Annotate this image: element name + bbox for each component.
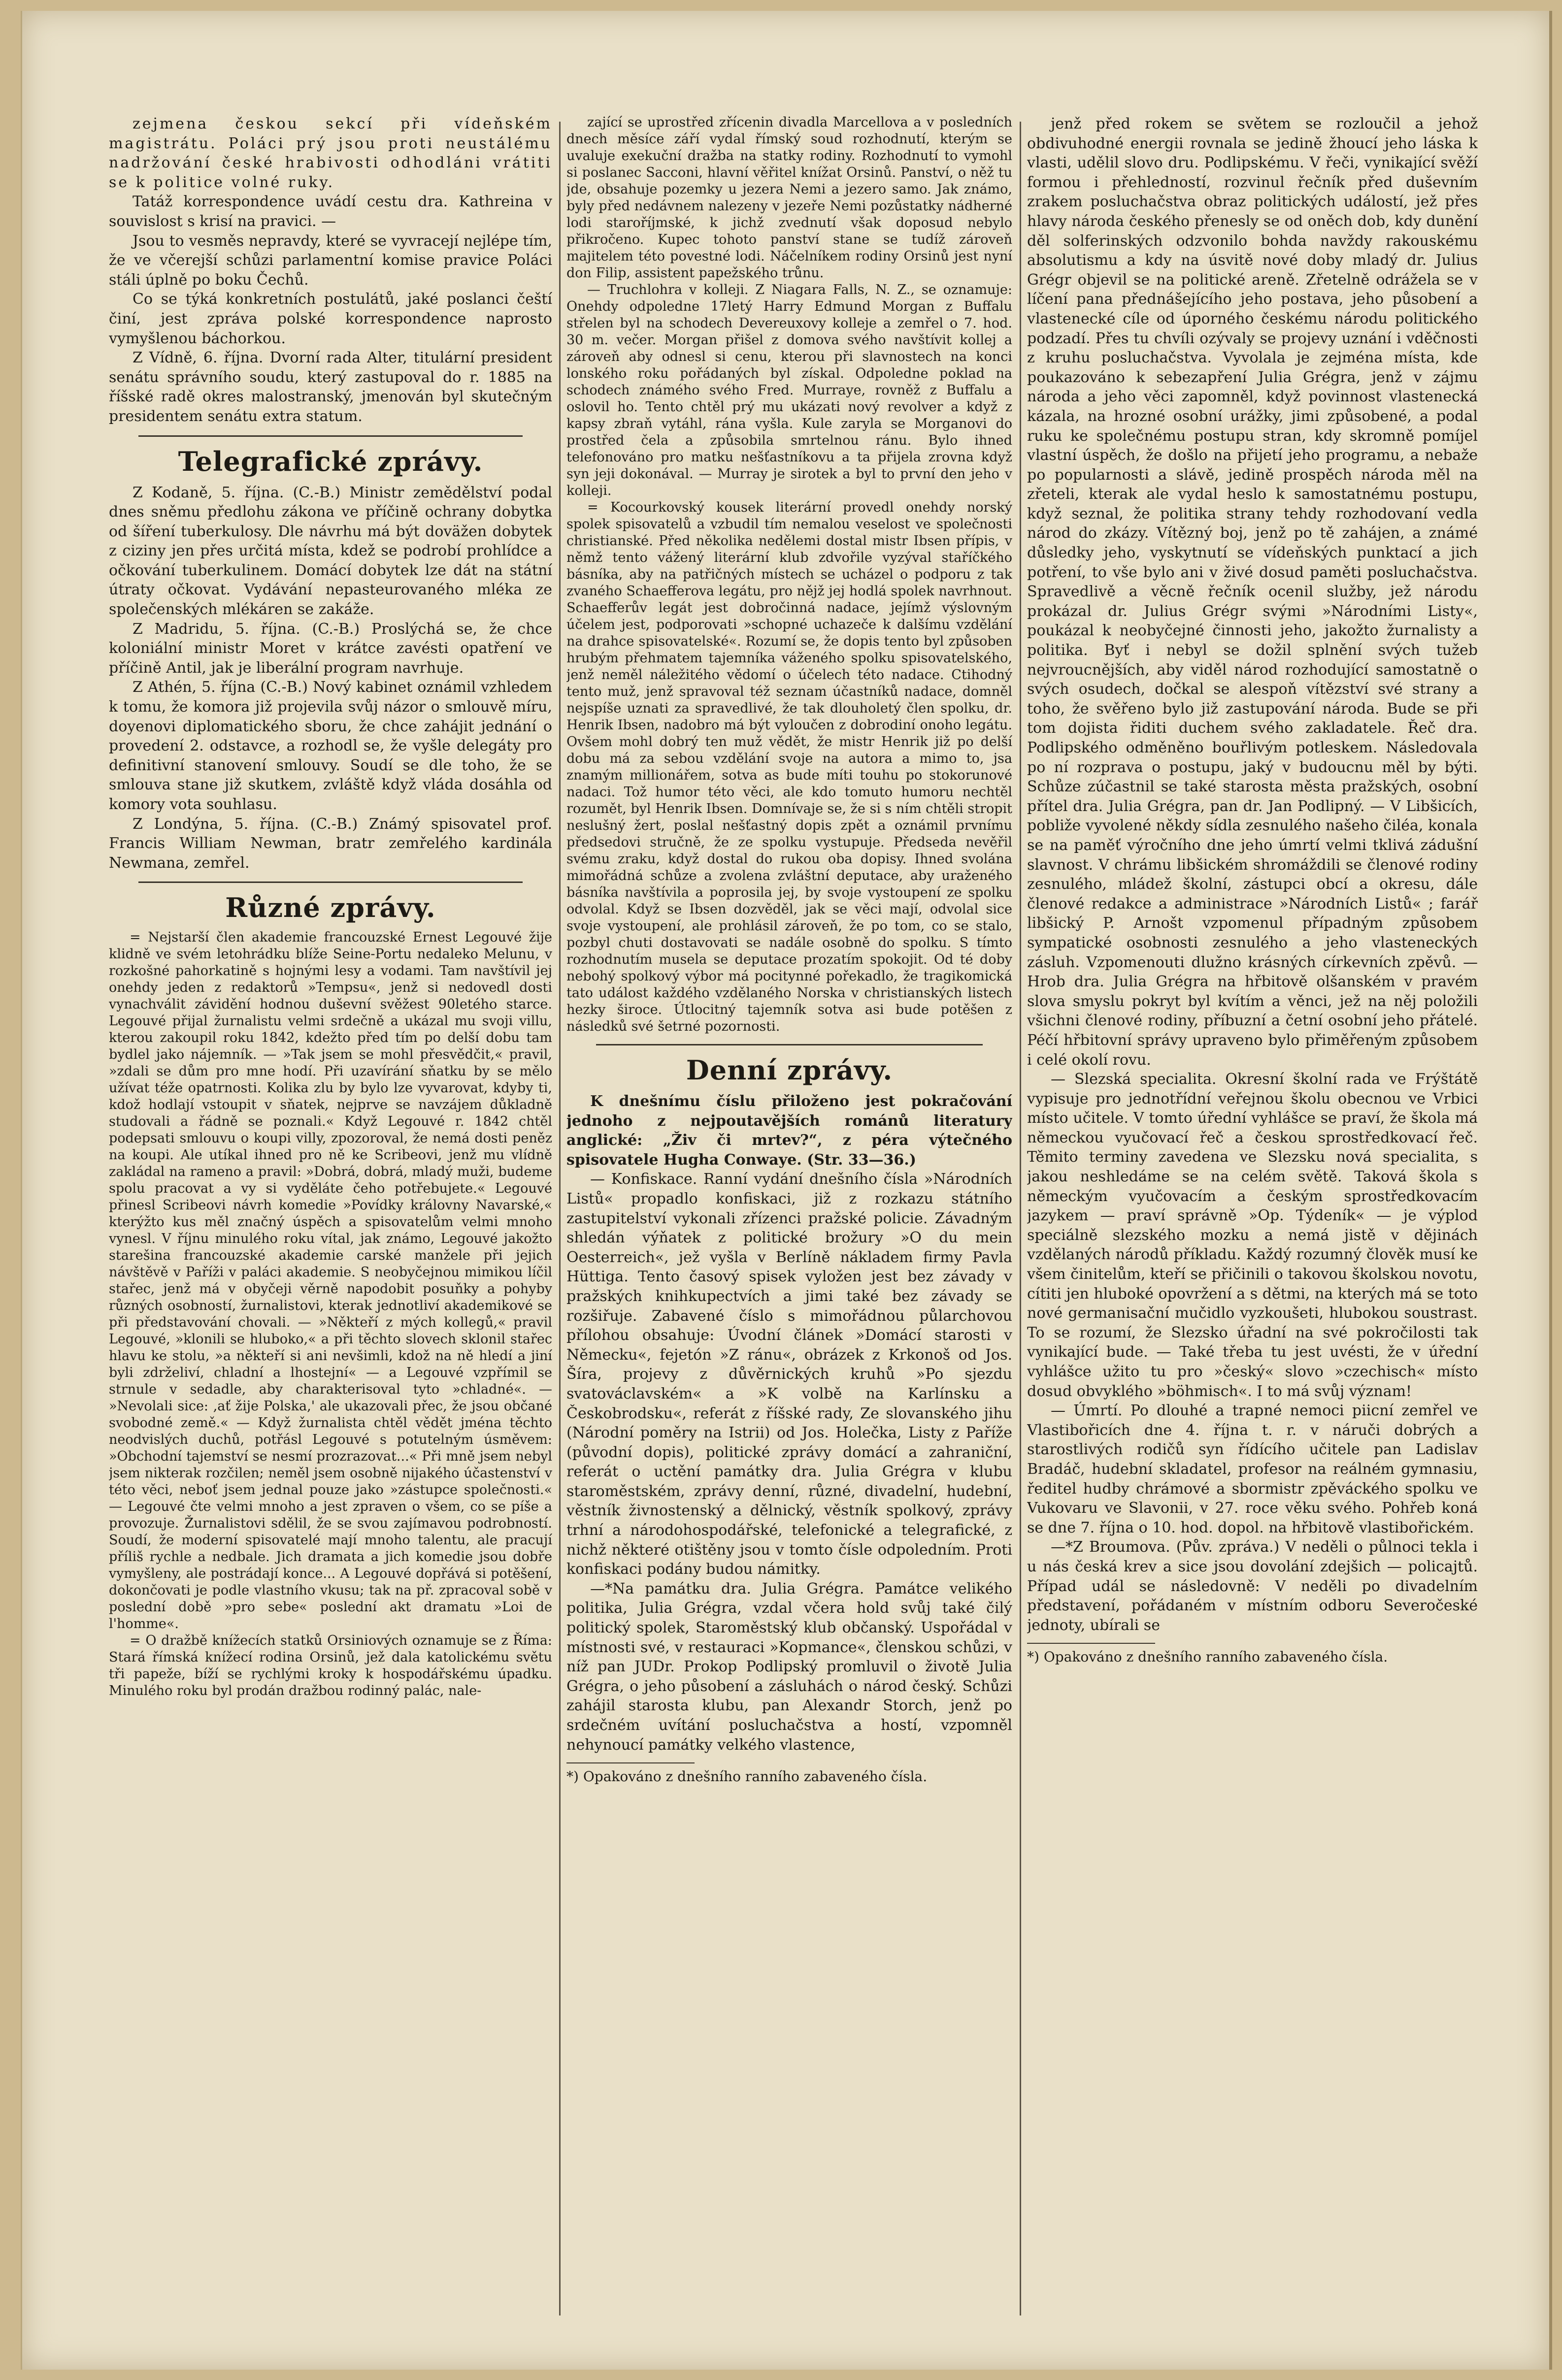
section-heading-ruzne: Různé zprávy. <box>225 892 436 924</box>
paragraph: — Slezská specialita. Okresní školní rada ve Frýštátě vypisuje pro jednotřídní veřejnou školu obecnou ve Vrbici místo učitele. V tomto úřední vyhlášce se praví, že škola má německou vyučovací řeč a českou sprostředkovací řeč. Těmito terminy zavedena ve Slezsku nová specialita, s jakou neshledáme se na celém světě. Taková škola s německým vyučovacím a českým sprostředkovacím jazykem — praví správně »Op. Týdeník« — je výplod speciálně slezského mozku a nemá jistě v dějinách vzdělaných národů příkladu. Každý rozumný člověk musí ke všem činitelům, kteří se přičinili o takovou školskou novotu, cítiti jen hluboké opovržení a s dětmi, na kterých má se toto nové germanisační mučidlo vyzkoušeti, hlubokou soustrast. To se rozumí, že Slezsko úřadní na své pokročilosti tak vynikající bude. — Také třeba tu jest uvésti, že v úřední vyhlášce užito tu pro »český« slovo »czechisch« místo dosud obvyklého »böhmisch«. I to má svůj význam! <box>1027 1071 1478 1400</box>
paragraph: Z Athén, 5. října (C.-B.) Nový kabinet oznámil vzhledem k tomu, že komora již projevila svůj názor o smlouvě míru, doyenovi diplomatického sboru, že chce zahájit jednání o provedení 2. odstavce, a rozhodl se, že vyšle delegáty pro definitivní stanovení smlouvy. Soudí se dle toho, že se smlouva stane již skutkem, zvláště když vláda dosáhla od komory vota souhlasu. <box>109 679 552 813</box>
paragraph: Co se týká konkretních postulátů, jaké poslanci čeští činí, jest zpráva polské korrespondence naprosto vymyšlenou báchorkou. <box>109 291 552 347</box>
footnote-rule <box>566 1762 695 1763</box>
paragraph: Z Madridu, 5. října. (C.-B.) Proslýchá se, že chce koloniální ministr Moret v krátce zavésti opatření ve příčině Antil, jak je liberální program navrhuje. <box>109 620 552 677</box>
paragraph: = Kocourkovský kousek literární provedl onehdy norský spolek spisovatelů a vzbudil tím nemalou veselost ve společnosti christianské. Před několika nedělemi dostal mistr Ibsen přípis, v němž tento vážený literární klub zdvořile vyzýval staříčkého básníka, aby na patřičných místech se ucházel o podporu z tak zvaného Schaefferova legátu, pro nějž jej hodlá spolek navrhnout. Schaefferův legát jest dobročinná nadace, jejímž výslovným účelem jest, podporovati »schopné uchazeče k dalšímu vzdělání na drahce spisovatelské«. Rozumí se, že dopis tento byl způsoben hrubým přehmatem tajemníka váženého spolku spisovatelského, jenž neměl náležitého vědomí o účelech této nadace. Ctihodný tento muž, jenž spravoval též seznam účastníků nadace, domněl nejspíše uznati za spravedlivé, že tak dlouholetý člen spolku, dr. Henrik Ibsen, nadobro má být vyloučen z dobrodiní onoho legátu. Ovšem mohl dobrý ten muž vědět, že mistr Henrik již po delší dobu má za sebou vzdělání svoje na autora a mimo to, jsa znamým millionářem, sotva as bude míti touhu po stokorunové nadaci. Tož humor této věci, ale kdo tomuto humoru nechtěl rozumět, byl Henrik Ibsen. Domnívaje se, že si s ním chtěli stropit neslušný žert, poslal nešťastný dopis zpět a oznámil prvnímu předsedovi stručně, že ze spolku vystupuje. Předseda nevěřil svému zraku, když dostal do rukou oba dopisy. Ihned svolána mimořádná schůze a zvolena zvláštní deputace, aby uraženého básníka navštívila a poprosila jej, by svoje vystoupení ze spolku odvolal. Když se Ibsen dozvěděl, jak se věci mají, odvolal sice svoje vystoupení, ale prohlásil zároveň, že po tom, co se stalo, pozbyl chuti dostavovati se nadále osobně do spolku. S tímto rozhodnutím musela se deputace prozatím spokojit. Od té doby nebohý spolkový výbor má pocitynné pořekadlo, že tragikomická tato událost každého vzdělaného Norska v christianských listech hezky široce. Útlocitný tajemník sotva asi bude potěšen z následků své šetrné pozornosti. <box>566 500 1012 1034</box>
section-divider <box>596 1044 983 1045</box>
footnote-rule <box>1027 1643 1155 1644</box>
footnote: *) Opakováno z dnešního ranního zabaveného čísla. <box>566 1768 928 1785</box>
paragraph: Z Vídně, 6. října. Dvorní rada Alter, titulární president senátu správního soudu, který zastupoval do r. 1885 na říšské radě okres malostranský, jmenován byl skutečným presidentem senátu extra statum. <box>109 349 552 425</box>
section-divider <box>138 881 523 883</box>
column-rule <box>559 122 561 2315</box>
paragraph: = Nejstarší člen akademie francouzské Ernest Legouvé žije klidně ve svém letohrádku blíže Seine-Portu nedaleko Melunu, v rozkošné pahorkatině s hojnými lesy a vodami. Tam navštívil jej onehdy jeden z redaktorů »Tempsu«, jenž si nedovedl dosti vynachválit závidění hodnou duševní svěžest 90letého starce. Legouvé přijal žurnalistu velmi srdečně a ukázal mu svoji villu, kterou zakoupil roku 1842, kdežto před tím po delší dobu tam bydlel jako nájemník. — »Tak jsem se mohl přesvědčit,« pravil, »zdali se dům pro mne hodí. Při uzavírání sňatku by se mělo užívat téže opatrnosti. Kolika zlu by bylo lze vyvarovat, kdyby ti, kdož hodlají vstoupit v sňatek, nejprve se navzájem důkladně studovali a řádně se poznali.« Když Legouvé r. 1842 chtěl podepsati smlouvu o koupi villy, zpozoroval, že nemá dosti peněz na koupi. Ale utíkal ihned pro ně ke Scribeovi, jenž mu vlídně zakládal na rameno a pravil: »Dobrá, dobrá, mladý muži, budeme spolu pracovat a vy si vyděláte čeho potřebujete.« Legouvé přinesl Scribeovi návrh komedie »Povídky královny Navarské,« kterýžto kus měl značný úspěch a spisovatelům velmi mnoho vynesl. V říjnu minulého roku vítal, jak známo, Legouvé jakožto starešina francouzské akademie carské manžele při jejich návštěvě v Paříži v paláci akademie. S neobyčejnou mimikou líčil stařec, jenž má v obyčeji věrně napodobit posuňky a pohyby různých osobností, žurnalistovi, kterak jednotliví akademikové se při představování chovali. — »Někteří z mých kollegů,« pravil Legouvé, »klonili se hluboko,« a při těchto slovech sklonil stařec hlavu ke stolu, »a někteří si ani nevšimli, kdož na ně hledí a jiní byli zdrželiví, chladní a lhostejní« — a Legouvé vzpřímil se strnule v sedadle, aby charakterisoval tyto »chladné«. — »Nevolali sice: ,ať žije Polska,' ale ukazovali přec, že jsou občané svobodné země.« — Když žurnalista chtěl vědět jména těchto neodvislých duchů, potřásl Legouvé s potutelným úsměvem: »Obchodní tajemství se nesmí prozrazovat...« Při mně jsem nebyl jsem nikterak rozčilen; neměl jsem osobně nijakého účastenství v této věci, neboť jsem jednal pouze jako »zástupce společnosti.« — Legouvé čte velmi mnoho a jest zpraven o všem, co se píše a provozuje. Žurnalistovi sdělil, že se svou zajímavou podrobností. Soudí, že moderní spisovatelé mají mnoho talentu, ale pracují příliš rychle a nedbale. Jich dramata a jich komedie jsou dobře vymyšleny, ale postrádají konce... A Legouvé dopřává si potěšení, dokončovati je podle vlastního vkusu; tak na př. zpracoval sobě v poslední době »pro sebe« poslední akt dramatu »Loi de l'homme«. <box>109 930 552 1632</box>
section-heading-denni: Denní zprávy. <box>686 1054 893 1086</box>
paragraph: = O dražbě knížecích statků Orsiniových oznamuje se z Říma: Stará římská knížecí rodina Orsinů, jež dala katolickému světu tři papeže, bíží se rychlými kroky k hospodářskému úpadku. Minulého roku byl prodán dražbou rodinný palác, nale- <box>109 1633 552 1699</box>
paragraph: —*Z Broumova. (Pův. zpráva.) V neděli o půlnoci tekla i u nás česká krev a sice jsou dovolání zdejšich — policajtů. Případ udál se následovně: V neděli po divadelním představení, pořádaném v místním odboru Severočeské jednoty, ubírali se <box>1027 1538 1478 1634</box>
section-heading-telegraficke: Telegrafické zprávy. <box>178 445 483 477</box>
paragraph: jenž před rokem se světem se rozloučil a jehož obdivuhodné energii rovnala se jedině žhoucí jeho láska k vlasti, udělil slovo dru. Podlipskému. V řeči, vynikající svěží formou i přehledností, rozvinul řečník před duševním zrakem posluchačstva obraz politických událostí, jež přes hlavy národa českého přenesly se od oněch dob, kdy dunění děl solferinských odzvonilo bohda navždy rakouskému absolutismu a kdy na úsvitě nové doby mladý dr. Julius Grégr objevil se na politické areně. Zřetelně odrážela se v líčení pana přednášejícího jeho postava, jeho působení a vlastenecké cíle od úporného českému národu politického podzadí. Přes tu chvíli ozývaly se projevy uznání i vděčnosti z kruhu posluchačstva. Vyvolala je zejména místa, kde poukazováno k sebezapření Julia Grégra, jenž v zájmu národa a jeho věci zapomněl, když povinnost vlastenecká kázala, na hrozné osobní urážky, jimi způsobené, a podal ruku ke společnému postupu stran, kdy skromně pomíjel vlastní úspěch, že došlo na přijetí jeho programu, a nebaže po popularnosti a slávě, jedině prospěch národa měl na zřeteli, kterak ale vydal heslo k samostatnému postupu, když seznal, že politika strany tehdy rozhodovaní vedla národ do zkázy. Vítězný boj, jenž po tě zahájen, a známé důsledky jeho, vyskytnutí se vídeňských punktací a jich potření, to vše bylo ani v živé dosud paměti posluchačstva. Spravedlivě a věcně řečník ocenil služby, jež národu prokázal dr. Julius Grégr svými »Národními Listy«, poukázal k neobyčejné činnosti jeho, jakožto žurnalisty a politika. Byť i nebyl se dožil splnění svých tužeb nejvroucnějších, aby viděl národ rozhodující samostatně o svých osudech, dočkal se alespoň vítězství své strany a toho, že svěřeno bylo již zastupování národa. Bude se při tom dojista řiditi duchem svého zakladatele. Řeč dra. Podlipského odměněno bouřlivým potleskem. Následovala po ní rozprava o postupu, jaký v budoucnu měl by býti. Schůze zúčastnil se také starosta města pražských, osobní přítel dra. Julia Grégra, pan dr. Jan Podlipný. — V Libšicích, pobliže vyvolené někdy sídla zesnulého našeho čiléa, konala se na paměť výročního dne jeho úmrtí velmi tklivá zádušní slavnost. V chrámu libšickém shromáždili se členové rodiny zesnulého, mládež školní, zástupci obcí a okresu, dále členové redakce a administrace »Národních Listů« ; farář libšický P. Arnošt vzpomenul případným způsobem sympatické osobnosti zesnulého a jeho vlasteneckých zásluh. Vzpomenouti dlužno krásných církevních zpěvů. — Hrob dra. Julia Grégra na hřbitově olšanském v pravém slova smyslu pokryt byl kvítím a věnci, jež na něj položili všichni členové rodiny, příbuzní a četní osobní jeho přátelé. Péčí hřbitovní správy upraveno bylo přiměřeným způsobem i celé okolí rovu. <box>1027 115 1478 1069</box>
footnote: *) Opakováno z dnešního ranního zabaveného čísla. <box>1027 1649 1388 1665</box>
column-rule <box>1020 122 1021 2315</box>
section-divider <box>138 435 523 437</box>
paragraph: — Konfiskace. Ranní vydání dnešního čísla »Národních Listů« propadlo konfiskaci, již z rozkazu státního zastupitelství vykonali zřízenci pražské policie. Závadným shledán výňatek z politické brožury »O du mein Oesterreich«, jež vyšla v Berlíně nákladem firmy Pavla Hüttiga. Tento časový spisek vyložen jest bez závady v pražských knihkupectvích a jimi také bez závady se rozšiřuje. Zabavené číslo s mimořádnou půlarchovou přílohou obsahuje: Úvodní článek »Domácí starosti v Německu«, fejetón »Z ránu«, obrázek z Krkonoš od Jos. Šíra, projevy z důvěrnických kruhů »Po sjezdu svatováclavském« a »K volbě na Karlínsku a Českobrodsku«, referát z říšské rady, Ze slovanského jihu (Národní poměry na Istrii) od Jos. Holečka, Listy z Paříže (původní dopis), politické zprávy domácí a zahraniční, referát o uctění památky dra. Julia Grégra v klubu staroměstském, zprávy denní, různé, divadelní, hudební, věstník živnostenský a dělnický, věstník spolkový, zprávy trhní a národohospodářské, telefonické a telegrafické, z nichž některé otištěny jsou v tomto čísle odpoledním. Proti konfiskaci podány budou námitky. <box>566 1171 1012 1578</box>
column-1 <box>109 11 552 2370</box>
paragraph: zejmena českou sekcí při vídeňském magistrátu. Poláci prý jsou proti neustálému nadržování české hrabivosti odhodláni vrátiti se k politice volné ruky. <box>109 115 552 191</box>
column-2 <box>566 11 1012 2370</box>
paragraph: Z Kodaně, 5. října. (C.-B.) Ministr zemědělství podal dnes sněmu předlohu zákona ve příčině ochrany dobytka od šíření tuberkulosy. Dle návrhu má být doväžen dobytek z ciziny jen přes určitá místa, kdež se podrobí prohlídce a očkování tuberkulinem. Domácí dobytek lze dát na státní útraty očkovat. Vydávání nepasteurovaného mléka ze společenských mlékáren se zakáže. <box>109 484 552 619</box>
paragraph: zající se uprostřed zřícenin divadla Marcellova a v posledních dnech měsíce září vydal římský soud rozhodnutí, kterým se uvaluje exekuční dražba na statky rodiny. Rozhodnutí to vymohl si poslanec Sacconi, hlavní věřitel knížat Orsinů. Panství, o něž tu jde, obsahuje pozemky u jezera Nemi a jezero samo. Jak známo, byly před nedávnem nalezeny v jezeře Nemi pozůstatky nádherné lodi staroříjmské, k jichž zvednutí však doposud nebylo přikročeno. Kupec tohoto panství stane se tudíž zároveň majitelem této povestné lodi. Náčelníkem rodiny Orsinů jest nyní don Filip, assistent papežského trůnu. <box>566 115 1012 281</box>
paragraph: Tatáž korrespondence uvádí cestu dra. Kathreina v souvislost s krisí na pravici. — <box>109 193 552 230</box>
column-3 <box>1027 11 1478 2370</box>
newspaper-page <box>21 11 1552 2370</box>
paragraph: Z Londýna, 5. října. (C.-B.) Známý spisovatel prof. Francis William Newman, bratr zemřelého kardinála Newmana, zemřel. <box>109 815 552 872</box>
paragraph: K dnešnímu číslu přiloženo jest pokračování jednoho z nejpoutavějších románů literatury anglické: „Živ či mrtev?“, z péra výtečného spisovatele Hugha Conwaye. (Str. 33—36.) <box>566 1093 1012 1169</box>
paragraph: — Úmrtí. Po dlouhé a trapné nemoci piicní zemřel ve Vlastibořicích dne 4. října t. r. v náruči dobrých a starostlivých rodičů syn řídícího učitele pan Ladislav Bradáč, hudební skladatel, profesor na reálném gymnasiu, ředitel hudby chrámové a sbormistr zpěváckého spolku ve Vukovaru ve Slavonii, v 27. roce věku svého. Pohřeb koná se dne 7. října o 10. hod. dopol. na hřbitově vlastibořickém. <box>1027 1402 1478 1536</box>
paragraph: Jsou to vesměs nepravdy, které se vyvracejí nejlépe tím, že ve včerejší schůzi parlamentní komise pravice Poláci stáli úplně po boku Čechů. <box>109 232 552 289</box>
paragraph: — Truchlohra v kolleji. Z Niagara Falls, N. Z., se oznamuje: Onehdy odpoledne 17letý Harry Edmund Morgan z Buffalu střelen byl na schodech Devereuxovy kolleje a zemřel o 7. hod. 30 m. večer. Morgan přišel z domova svého navštívit kollej a zároveň aby odnesl si cenu, kterou při slavnostech na konci lonského roku pořádaných byl získal. Odpoledne poklad na schodech známého svého Fred. Murraye, rovněž z Buffalu a oslovil ho. Tento chtěl prý mu ukázati nový revolver a když z kapsy zbraň vytáhl, rána vyšla. Kule zaryla se Morganovi do prostřed čela a způsobila smrtelnou ránu. Bylo ihned telefonováno pro matku nešťastníkovu a ta přijela zrovna když syn jeji dokonával. — Murray je sirotek a byl to první den jeho v kolleji. <box>566 282 1012 498</box>
paragraph: —*Na památku dra. Julia Grégra. Památce velikého politika, Julia Grégra, vzdal včera hold svůj také čilý politický spolek, Staroměstský klub občanský. Uspořádal v místnosti své, v restauraci »Kopmance«, členskou schůzi, v níž pan JUDr. Prokop Podlipský promluvil o životě Julia Grégra, o jeho působení a zásluhách o národ český. Schůzi zahájil starosta klubu, pan Alexandr Storch, jenž po srdečném uvítání posluchačstva a hostí, vzpomněl nehynoucí památky velkého vlastence, <box>566 1580 1012 1754</box>
